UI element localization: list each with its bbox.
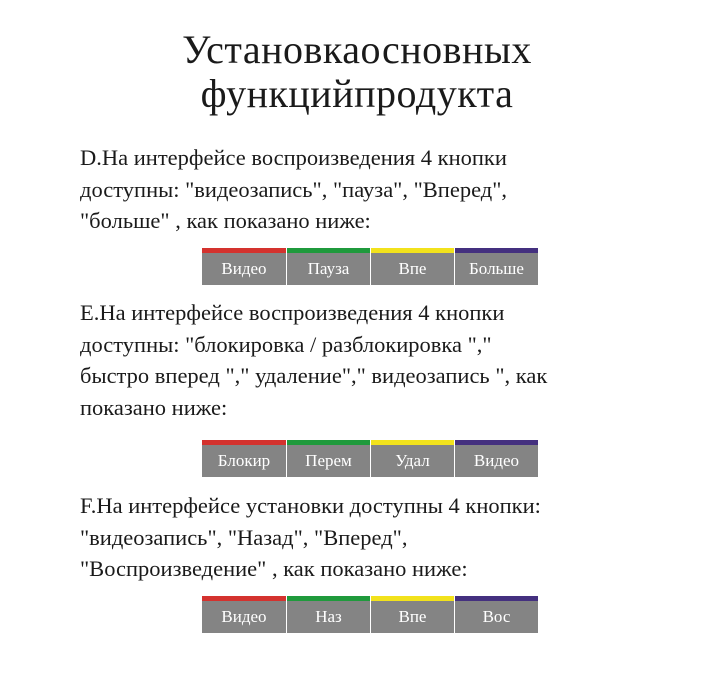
section-f-line: F.На интерфейсе установки доступны 4 кнопки: — [80, 493, 541, 518]
more-button[interactable] — [454, 248, 538, 285]
back-button-label: Наз — [315, 607, 342, 626]
video-button[interactable] — [202, 248, 286, 285]
pause-button-label: Пауза — [307, 259, 350, 278]
section-e-text — [80, 297, 680, 423]
section-e-line: E.На интерфейсе воспроизведения 4 кнопки — [80, 300, 505, 325]
fast-forward-button-label: Перем — [305, 451, 352, 470]
more-button-label: Больше — [469, 259, 524, 278]
lock-button[interactable] — [202, 440, 286, 477]
delete-button-label: Удал — [395, 451, 430, 470]
section-f-button-bar — [202, 596, 538, 633]
playback-button-label: Вос — [482, 607, 511, 626]
page-title-line-2: функцийпродукта — [200, 71, 514, 116]
section-e-line: показано ниже: — [80, 394, 228, 420]
page-title-line-1: Установкаосновных — [182, 27, 532, 72]
video-button[interactable] — [202, 596, 286, 633]
forward-button-label: Впе — [398, 607, 427, 626]
pause-button[interactable] — [286, 248, 370, 285]
section-e-button-bar — [202, 440, 538, 477]
section-e-line: доступны: "блокировка / разблокировка "," — [80, 331, 492, 357]
section-d-line: D.На интерфейсе воспроизведения 4 кнопки — [80, 145, 507, 170]
playback-button[interactable] — [454, 596, 538, 633]
section-d-text — [80, 142, 680, 237]
section-f-text — [80, 490, 680, 585]
section-d-line: "больше" , как показано ниже: — [80, 208, 371, 233]
delete-button[interactable] — [370, 440, 454, 477]
video-button[interactable] — [454, 440, 538, 477]
fast-forward-button[interactable] — [286, 440, 370, 477]
lock-button-label: Блокир — [217, 451, 271, 470]
section-f-line: "видеозапись", "Назад", "Вперед", — [80, 524, 408, 550]
video-button-label: Видео — [473, 451, 520, 470]
section-d-line: доступны: "видеозапись", "пауза", "Вперед", — [80, 176, 508, 202]
forward-button-label: Впе — [398, 259, 427, 278]
section-f-line: "Воспроизведение" , как показано ниже: — [80, 556, 468, 581]
forward-button[interactable] — [370, 248, 454, 285]
section-d-button-bar — [202, 248, 538, 285]
video-button-label: Видео — [221, 607, 267, 626]
back-button[interactable] — [286, 596, 370, 633]
forward-button[interactable] — [370, 596, 454, 633]
video-button-label: Видео — [221, 259, 267, 278]
section-e-line: быстро вперед "," удаление"," видеозапись ", как — [80, 363, 548, 388]
